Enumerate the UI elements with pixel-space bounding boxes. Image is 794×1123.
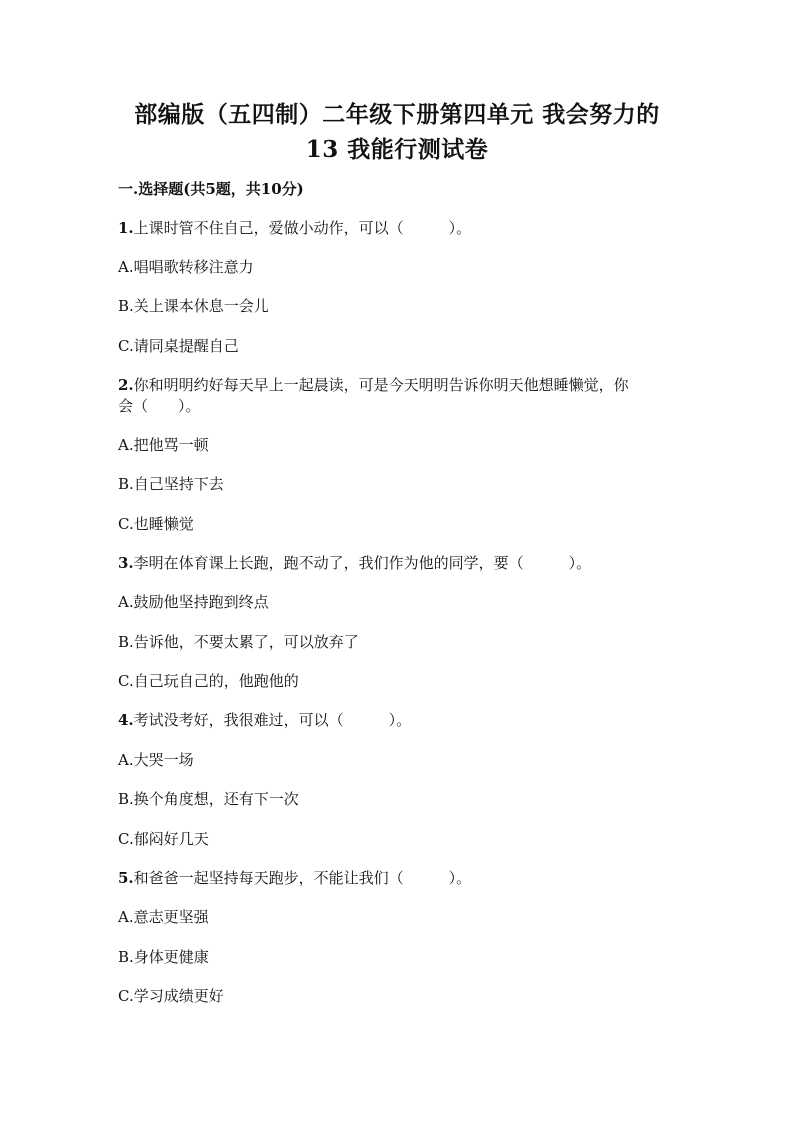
option-text: 关上课本休息一会儿 bbox=[133, 297, 269, 315]
question-5-option-b bbox=[118, 947, 209, 967]
question-text: 李明在体育课上长跑，跑不动了，我们作为他的同学，要（ ）。 bbox=[133, 554, 592, 572]
option-letter: C. bbox=[118, 337, 134, 355]
question-1-option-a bbox=[118, 257, 254, 277]
question-1-stem bbox=[118, 218, 471, 238]
question-1-option-c bbox=[118, 336, 239, 356]
option-letter: C. bbox=[118, 672, 134, 690]
option-letter: B. bbox=[118, 790, 134, 808]
option-text: 大哭一场 bbox=[133, 751, 194, 769]
question-text: 考试没考好，我很难过，可以（ ）。 bbox=[133, 711, 412, 729]
question-5-option-a bbox=[118, 907, 209, 927]
option-text: 意志更坚强 bbox=[133, 908, 209, 926]
question-3-option-c bbox=[118, 671, 299, 691]
option-letter: B. bbox=[118, 633, 134, 651]
option-text: 唱唱歌转移注意力 bbox=[133, 258, 254, 276]
option-text: 自己玩自己的，他跑他的 bbox=[133, 672, 299, 690]
option-letter: A. bbox=[118, 436, 134, 454]
question-2-stem-line-1 bbox=[118, 375, 629, 395]
question-3-option-a bbox=[118, 592, 269, 612]
option-letter: B. bbox=[118, 948, 134, 966]
option-letter: A. bbox=[118, 258, 134, 276]
question-3-stem bbox=[118, 553, 591, 573]
question-text: 上课时管不住自己，爱做小动作，可以（ ）。 bbox=[133, 219, 472, 237]
option-letter: B. bbox=[118, 475, 134, 493]
option-letter: A. bbox=[118, 908, 134, 926]
question-4-option-c bbox=[118, 829, 209, 849]
question-text: 和爸爸一起坚持每天跑步，不能让我们（ ）。 bbox=[133, 869, 472, 887]
question-2-option-c bbox=[118, 514, 194, 534]
option-letter: A. bbox=[118, 751, 134, 769]
option-text: 告诉他，不要太累了，可以放弃了 bbox=[133, 633, 359, 651]
question-2-option-b bbox=[118, 474, 224, 494]
question-1-option-b bbox=[118, 296, 269, 316]
option-letter: C. bbox=[118, 987, 134, 1005]
option-text: 请同桌提醒自己 bbox=[133, 337, 239, 355]
question-5-option-c bbox=[118, 986, 224, 1006]
question-number: 5. bbox=[118, 869, 134, 887]
option-text: 也睡懒觉 bbox=[133, 515, 194, 533]
question-number: 3. bbox=[118, 554, 134, 572]
option-text: 自己坚持下去 bbox=[133, 475, 224, 493]
question-2-option-a bbox=[118, 435, 209, 455]
option-letter: C. bbox=[118, 830, 134, 848]
question-4-option-a bbox=[118, 750, 194, 770]
question-4-option-b bbox=[118, 789, 299, 809]
title-line-2: 13 我能行测试卷 bbox=[305, 136, 489, 163]
question-number: 2. bbox=[118, 376, 134, 394]
option-text: 身体更健康 bbox=[133, 948, 209, 966]
section-heading: 一.选择题(共5题，共10分) bbox=[118, 180, 304, 198]
option-letter: B. bbox=[118, 297, 134, 315]
question-number: 4. bbox=[118, 711, 134, 729]
option-letter: C. bbox=[118, 515, 134, 533]
option-text: 郁闷好几天 bbox=[133, 830, 209, 848]
option-letter: A. bbox=[118, 593, 134, 611]
title-line-1: 部编版（五四制）二年级下册第四单元 我会努力的 bbox=[134, 101, 660, 128]
question-5-stem bbox=[118, 868, 471, 888]
question-text: 你和明明约好每天早上一起晨读，可是今天明明告诉你明天他想睡懒觉，你 bbox=[133, 376, 629, 394]
question-3-option-b bbox=[118, 632, 359, 652]
question-number: 1. bbox=[118, 219, 134, 237]
option-text: 学习成绩更好 bbox=[133, 987, 224, 1005]
option-text: 换个角度想，还有下一次 bbox=[133, 790, 299, 808]
option-text: 把他骂一顿 bbox=[133, 436, 209, 454]
question-2-stem-line-2: 会（ ）。 bbox=[118, 397, 201, 415]
question-4-stem bbox=[118, 710, 411, 730]
option-text: 鼓励他坚持跑到终点 bbox=[133, 593, 269, 611]
